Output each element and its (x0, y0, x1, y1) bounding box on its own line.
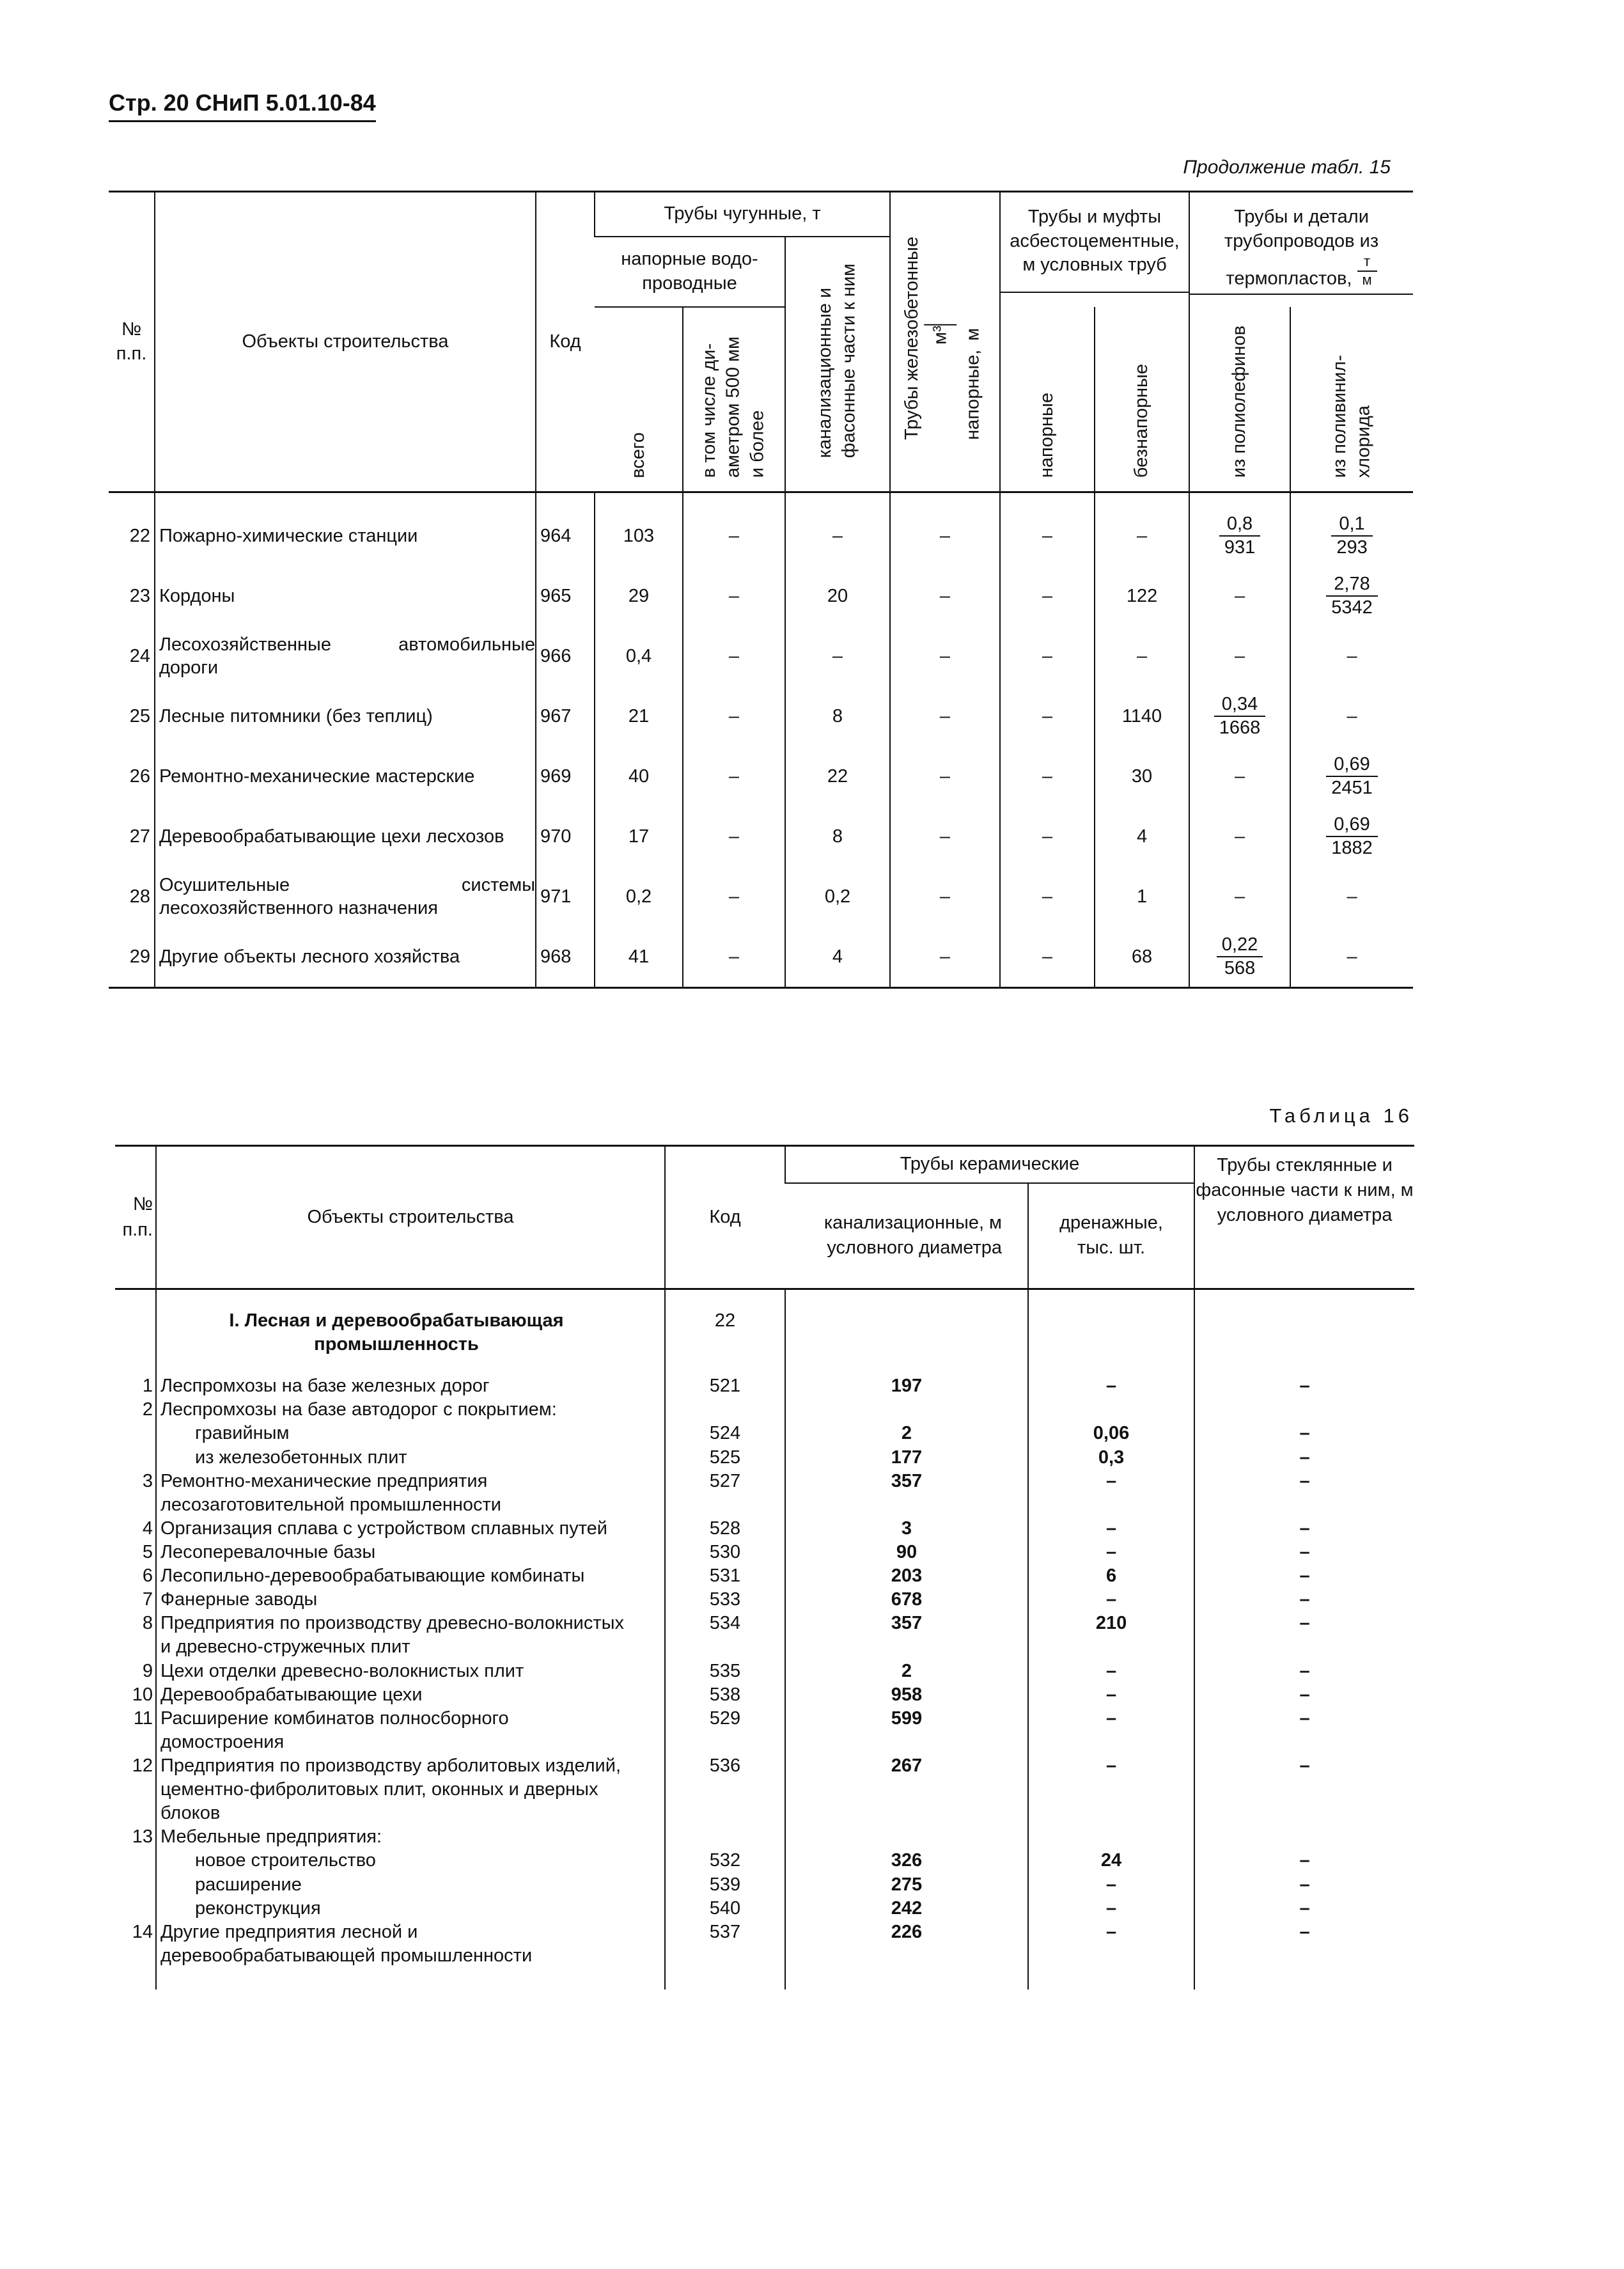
row-ceramic-sewer: 3 (785, 1517, 1028, 1541)
row-object: Осушительные системы лесохозяйственного назначения (155, 867, 536, 927)
row-object: из железобетонных плит (156, 1446, 665, 1470)
row-ceramic-sewer: 177 (785, 1446, 1028, 1470)
row-ceramic-sewer: 275 (785, 1873, 1028, 1897)
row-total: 17 (595, 806, 683, 867)
row-ceramic-drain: – (1028, 1920, 1194, 1968)
row-asb-pressure: – (1000, 806, 1095, 867)
row-sewer-fittings: – (785, 492, 890, 567)
table16-row (115, 1612, 1414, 1659)
table16-row (115, 1422, 1414, 1445)
row-glass: – (1194, 1446, 1414, 1470)
row-code: 540 (665, 1897, 785, 1920)
pvc-header: из поливинил- хлорида (1290, 307, 1413, 492)
row-dia500: – (683, 492, 785, 567)
row-asb-nonpressure: – (1095, 492, 1189, 567)
asb-pressure-header: напорные (1000, 307, 1095, 492)
row-object: гравийным (156, 1422, 665, 1445)
table16-row (115, 1920, 1414, 1968)
row-ceramic-sewer: 326 (785, 1849, 1028, 1873)
row-ceramic-drain: – (1028, 1707, 1194, 1754)
row-code: 527 (665, 1470, 785, 1517)
row-object: реконструкция (156, 1897, 665, 1920)
table15-row (109, 746, 1413, 806)
row-total: 40 (595, 746, 683, 806)
row-num: 8 (142, 1613, 153, 1634)
t16-col-num-header: № п.п. (115, 1146, 156, 1289)
pressure-water-header: напорные водо- проводные (595, 237, 785, 307)
col-num-header: № п.п. (109, 192, 155, 492)
row-ceramic-sewer: 2 (785, 1422, 1028, 1445)
row-glass: – (1194, 1422, 1414, 1445)
row-glass (1194, 1825, 1414, 1849)
row-sewer-fittings: 8 (785, 806, 890, 867)
table15-row (109, 626, 1413, 686)
table16-row (115, 1446, 1414, 1470)
row-object: Леспромхозы на базе автодорог с покрытием: (156, 1398, 665, 1422)
row-ceramic-drain (1028, 1398, 1194, 1422)
row-ceramic-sewer: 2 (785, 1660, 1028, 1683)
asb-nonpressure-header: безнапорные (1095, 307, 1189, 492)
row-ceramic-drain: – (1028, 1660, 1194, 1683)
row-num: 6 (142, 1566, 153, 1587)
table16-row (115, 1374, 1414, 1398)
row-polyolefin: $\frac{0,8}{931}$ (1189, 492, 1290, 567)
row-object: новое строительство (156, 1849, 665, 1873)
row-glass: – (1194, 1374, 1414, 1398)
section-title: I. Лесная и деревообрабатывающая промышленность (156, 1289, 665, 1375)
row-asb-pressure: – (1000, 686, 1095, 746)
row-polyolefin: – (1189, 626, 1290, 686)
row-asb-pressure: – (1000, 626, 1095, 686)
row-ceramic-drain: 0,3 (1028, 1446, 1194, 1470)
row-rc-pipes: – (890, 492, 1000, 567)
row-code: 536 (665, 1754, 785, 1825)
row-code: 970 (536, 806, 595, 867)
row-ceramic-drain: 210 (1028, 1612, 1194, 1659)
row-ceramic-drain: 0,06 (1028, 1422, 1194, 1445)
row-sewer-fittings: 20 (785, 566, 890, 626)
page-header: Стр. 20 СНиП 5.01.10-84 (109, 90, 376, 122)
ceramic-drain-header: дренажные, тыс. шт. (1028, 1183, 1194, 1289)
row-ceramic-drain: – (1028, 1897, 1194, 1920)
row-glass: – (1194, 1897, 1414, 1920)
row-sewer-fittings: – (785, 626, 890, 686)
row-code: 537 (665, 1920, 785, 1968)
row-total: 103 (595, 492, 683, 567)
row-num: 10 (132, 1684, 153, 1705)
row-sewer-fittings: 8 (785, 686, 890, 746)
row-object: Кордоны (155, 566, 536, 626)
row-num: 4 (142, 1518, 153, 1539)
row-pvc: $\frac{2,78}{5342}$ (1290, 566, 1413, 626)
row-glass: – (1194, 1707, 1414, 1754)
row-object: Фанерные заводы (156, 1588, 665, 1612)
row-object: Мебельные предприятия: (156, 1825, 665, 1849)
table16-row (115, 1707, 1414, 1754)
row-code: 532 (665, 1849, 785, 1873)
row-dia500: – (683, 927, 785, 988)
row-object: Ремонтно-механические мастерские (155, 746, 536, 806)
row-object: Организация сплава с устройством сплавных путей (156, 1517, 665, 1541)
row-sewer-fittings: 0,2 (785, 867, 890, 927)
row-total: 21 (595, 686, 683, 746)
row-pvc: $\frac{0,69}{2451}$ (1290, 746, 1413, 806)
row-object: Лесопильно-деревообрабатывающие комбинаты (156, 1564, 665, 1588)
row-object: Цехи отделки древесно-волокнистых плит (156, 1660, 665, 1683)
row-num (115, 1873, 156, 1897)
table16-filler-row (115, 1968, 1414, 1990)
row-num: 23 (129, 585, 150, 606)
row-num: 7 (142, 1589, 153, 1610)
row-num: 11 (133, 1708, 153, 1729)
row-glass: – (1194, 1470, 1414, 1517)
row-glass: – (1194, 1660, 1414, 1683)
row-ceramic-drain (1028, 1825, 1194, 1849)
row-code: 530 (665, 1541, 785, 1564)
table-15 (109, 191, 1413, 989)
row-object: Предприятия по производству древесно-волокнистых и древесно-стружечных плит (156, 1612, 665, 1659)
table16-row (115, 1849, 1414, 1873)
row-ceramic-sewer (785, 1825, 1028, 1849)
row-num (115, 1422, 156, 1445)
rc-pipes-header: Трубы железобетонные напорные, м³ м (890, 192, 1000, 492)
row-rc-pipes: – (890, 566, 1000, 626)
table15-row (109, 686, 1413, 746)
row-pvc: $\frac{0,1}{293}$ (1290, 492, 1413, 567)
row-rc-pipes: – (890, 686, 1000, 746)
row-num: 13 (132, 1826, 153, 1848)
row-asb-pressure: – (1000, 867, 1095, 927)
table-16 (115, 1145, 1414, 1990)
row-glass: – (1194, 1683, 1414, 1707)
row-code: 967 (536, 686, 595, 746)
row-code (665, 1825, 785, 1849)
cast-iron-group-header: Трубы чугунные, т (595, 192, 890, 237)
row-object: Другие объекты лесного хозяйства (155, 927, 536, 988)
row-code: 964 (536, 492, 595, 567)
row-glass: – (1194, 1849, 1414, 1873)
row-ceramic-sewer: 678 (785, 1588, 1028, 1612)
row-asb-pressure: – (1000, 492, 1095, 567)
col-code-header: Код (536, 192, 595, 492)
continuation-note: Продолжение табл. 15 (1183, 157, 1391, 178)
row-rc-pipes: – (890, 927, 1000, 988)
table15-row (109, 806, 1413, 867)
sewer-fittings-header: канализационные и фасонные части к ним (785, 237, 890, 492)
row-num: 28 (129, 886, 150, 907)
row-code: 969 (536, 746, 595, 806)
table16-row (115, 1897, 1414, 1920)
row-num: 5 (142, 1541, 153, 1562)
col-object-header: Объекты строительства (155, 192, 536, 492)
table-16-title: Таблица 16 (1269, 1104, 1413, 1127)
row-asb-nonpressure: 1140 (1095, 686, 1189, 746)
row-glass: – (1194, 1517, 1414, 1541)
row-rc-pipes: – (890, 867, 1000, 927)
row-num: 2 (142, 1399, 153, 1420)
row-ceramic-drain: 6 (1028, 1564, 1194, 1588)
row-rc-pipes: – (890, 806, 1000, 867)
row-ceramic-sewer: 242 (785, 1897, 1028, 1920)
row-glass: – (1194, 1564, 1414, 1588)
t16-col-object-header: Объекты строительства (156, 1146, 665, 1289)
row-code: 531 (665, 1564, 785, 1588)
row-polyolefin: – (1189, 867, 1290, 927)
row-code: 535 (665, 1660, 785, 1683)
table16-row (115, 1825, 1414, 1849)
table16-row (115, 1873, 1414, 1897)
row-ceramic-sewer: 599 (785, 1707, 1028, 1754)
row-num (115, 1849, 156, 1873)
row-code (665, 1398, 785, 1422)
row-num: 27 (129, 826, 150, 847)
row-object: Лесные питомники (без теплиц) (155, 686, 536, 746)
row-num: 22 (129, 525, 150, 546)
row-pvc: – (1290, 686, 1413, 746)
row-code: 528 (665, 1517, 785, 1541)
row-ceramic-sewer: 267 (785, 1754, 1028, 1825)
row-asb-nonpressure: 122 (1095, 566, 1189, 626)
row-asb-nonpressure: 4 (1095, 806, 1189, 867)
dia500-header: в том числе ди- аметром 500 мм и более (683, 307, 785, 492)
row-ceramic-sewer: 90 (785, 1541, 1028, 1564)
total-header: всего (595, 307, 683, 492)
table16-row (115, 1517, 1414, 1541)
row-asb-pressure: – (1000, 566, 1095, 626)
row-num (115, 1446, 156, 1470)
row-object: Предприятия по производству арболитовых изделий, цементно-фибролитовых плит, оконных и дверных блоков (156, 1754, 665, 1825)
row-num: 26 (129, 765, 150, 787)
row-code: 529 (665, 1707, 785, 1754)
row-glass (1194, 1398, 1414, 1422)
row-ceramic-drain: – (1028, 1683, 1194, 1707)
table15-row (109, 927, 1413, 988)
row-code: 524 (665, 1422, 785, 1445)
table16-row (115, 1683, 1414, 1707)
row-rc-pipes: – (890, 626, 1000, 686)
row-ceramic-sewer: 357 (785, 1612, 1028, 1659)
row-code: 539 (665, 1873, 785, 1897)
row-dia500: – (683, 626, 785, 686)
row-object: Пожарно-химические станции (155, 492, 536, 567)
row-num: 3 (142, 1470, 153, 1491)
row-glass: – (1194, 1612, 1414, 1659)
row-pvc: – (1290, 867, 1413, 927)
row-glass: – (1194, 1541, 1414, 1564)
row-glass: – (1194, 1873, 1414, 1897)
row-glass: – (1194, 1588, 1414, 1612)
row-num: 14 (132, 1921, 153, 1942)
row-polyolefin: – (1189, 746, 1290, 806)
row-ceramic-drain: 24 (1028, 1849, 1194, 1873)
row-asb-pressure: – (1000, 927, 1095, 988)
row-num: 29 (109, 927, 155, 988)
row-sewer-fittings: 22 (785, 746, 890, 806)
row-total: 0,2 (595, 867, 683, 927)
row-num: 9 (142, 1660, 153, 1681)
table15-row (109, 867, 1413, 927)
row-asb-nonpressure: 30 (1095, 746, 1189, 806)
row-code: 966 (536, 626, 595, 686)
row-object: Деревообрабатывающие цехи лесхозов (155, 806, 536, 867)
row-object: расширение (156, 1873, 665, 1897)
table15-row (109, 492, 1413, 567)
row-dia500: – (683, 806, 785, 867)
row-num (115, 1897, 156, 1920)
row-total: 29 (595, 566, 683, 626)
row-ceramic-sewer: 226 (785, 1920, 1028, 1968)
row-polyolefin: $\frac{0,22}{568}$ (1189, 927, 1290, 988)
row-pvc: $\frac{0,69}{1882}$ (1290, 806, 1413, 867)
row-ceramic-sewer (785, 1398, 1028, 1422)
row-ceramic-drain: – (1028, 1470, 1194, 1517)
row-asb-nonpressure: 68 (1095, 927, 1189, 988)
row-polyolefin: $\frac{0,34}{1668}$ (1189, 686, 1290, 746)
row-rc-pipes: – (890, 746, 1000, 806)
row-asb-pressure: – (1000, 746, 1095, 806)
row-ceramic-drain: – (1028, 1873, 1194, 1897)
t16-col-code-header: Код (665, 1146, 785, 1289)
row-dia500: – (683, 746, 785, 806)
glass-pipes-header: Трубы стеклянные и фасонные части к ним, м условного диаметра (1194, 1146, 1414, 1289)
polyolefin-header: из полиолефинов (1189, 307, 1290, 492)
table16-row (115, 1398, 1414, 1422)
table15-row (109, 566, 1413, 626)
row-ceramic-drain: – (1028, 1588, 1194, 1612)
thermoplastic-group-header: Трубы и детали трубопроводов из термопластов, $\frac{т}{м}$ (1189, 192, 1413, 307)
row-ceramic-drain: – (1028, 1754, 1194, 1825)
row-code: 533 (665, 1588, 785, 1612)
row-object: Лесохозяйственные автомобильные дороги (155, 626, 536, 686)
row-num: 25 (129, 705, 150, 726)
row-code: 534 (665, 1612, 785, 1659)
row-asb-nonpressure: 1 (1095, 867, 1189, 927)
asbestos-group-header: Трубы и муфты асбестоцементные, м условных труб (1000, 192, 1189, 307)
row-object: Другие предприятия лесной и деревообрабатывающей промышленности (156, 1920, 665, 1968)
row-ceramic-drain: – (1028, 1374, 1194, 1398)
row-object: Ремонтно-механические предприятия лесозаготовительной промышленности (156, 1470, 665, 1517)
row-pvc: – (1290, 626, 1413, 686)
row-sewer-fittings: 4 (785, 927, 890, 988)
row-polyolefin: – (1189, 806, 1290, 867)
row-asb-nonpressure: – (1095, 626, 1189, 686)
row-code: 971 (536, 867, 595, 927)
row-polyolefin: – (1189, 566, 1290, 626)
row-code: 525 (665, 1446, 785, 1470)
row-glass: – (1194, 1920, 1414, 1968)
ceramic-sewer-header: канализационные, м условного диаметра (785, 1183, 1028, 1289)
row-ceramic-drain: – (1028, 1541, 1194, 1564)
table16-row (115, 1660, 1414, 1683)
row-dia500: – (683, 867, 785, 927)
row-object: Лесоперевалочные базы (156, 1541, 665, 1564)
row-num: 12 (132, 1755, 153, 1776)
row-ceramic-sewer: 958 (785, 1683, 1028, 1707)
row-object: Расширение комбинатов полносборного домостроения (156, 1707, 665, 1754)
table16-row (115, 1470, 1414, 1517)
row-code: 968 (536, 927, 595, 988)
row-total: 0,4 (595, 626, 683, 686)
row-dia500: – (683, 566, 785, 626)
table16-row (115, 1541, 1414, 1564)
table16-row (115, 1564, 1414, 1588)
row-code: 965 (536, 566, 595, 626)
row-num: 24 (129, 645, 150, 666)
row-object: Леспромхозы на базе железных дорог (156, 1374, 665, 1398)
row-ceramic-sewer: 357 (785, 1470, 1028, 1517)
row-code: 538 (665, 1683, 785, 1707)
table16-row (115, 1754, 1414, 1825)
section-code: 22 (665, 1289, 785, 1375)
row-num: 1 (142, 1376, 153, 1397)
table16-row (115, 1588, 1414, 1612)
section-num (115, 1289, 156, 1375)
row-glass: – (1194, 1754, 1414, 1825)
row-object: Деревообрабатывающие цехи (156, 1683, 665, 1707)
row-total: 41 (595, 927, 683, 988)
row-ceramic-sewer: 203 (785, 1564, 1028, 1588)
row-ceramic-sewer: 197 (785, 1374, 1028, 1398)
row-dia500: – (683, 686, 785, 746)
ceramic-group-header: Трубы керамические (785, 1146, 1194, 1183)
row-pvc: – (1290, 927, 1413, 988)
row-code: 521 (665, 1374, 785, 1398)
row-ceramic-drain: – (1028, 1517, 1194, 1541)
